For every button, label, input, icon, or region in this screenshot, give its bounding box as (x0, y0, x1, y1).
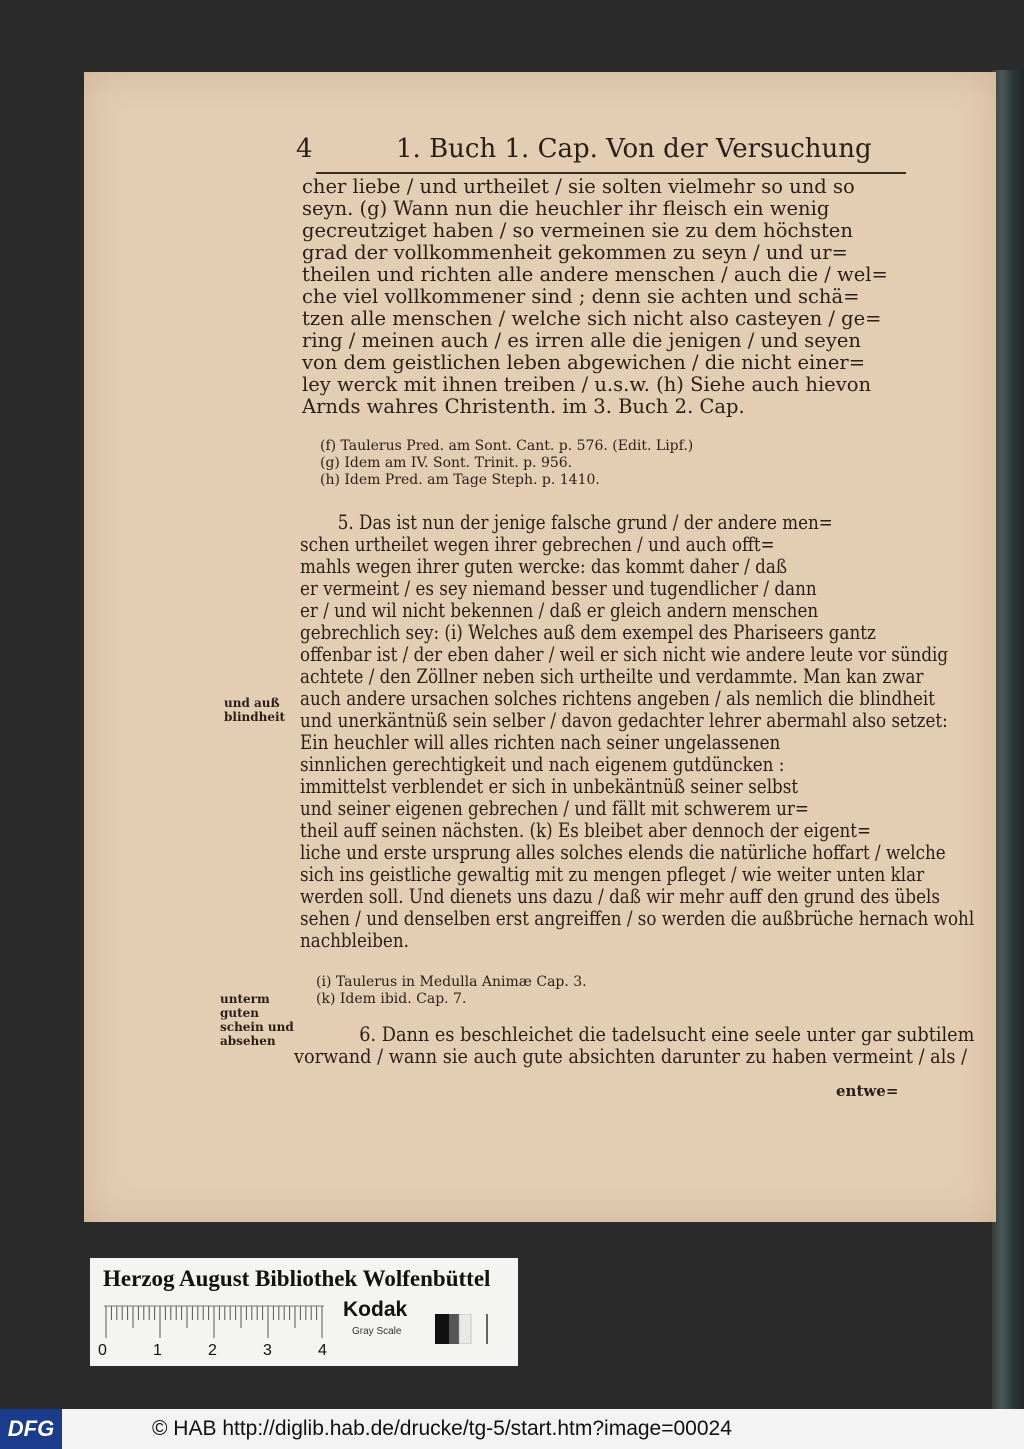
copyright-link[interactable]: © HAB http://diglib.hab.de/drucke/tg-5/start.htm?image=00024 (152, 1417, 732, 1440)
footnotes-block-2 (316, 974, 587, 1008)
footnote: (h) Idem Pred. am Tage Steph. p. 1410. (320, 472, 600, 488)
text-line: 6. Dann es beschleichet die tadelsucht eine seele unter gar subtilem (359, 1023, 975, 1046)
page-header (296, 134, 996, 170)
footnotes-block-1 (320, 438, 693, 489)
header-rule (316, 172, 906, 174)
text-line: offenbar ist / der eben daher / weil er sich nicht wie andere leute vor sündig (300, 643, 949, 666)
ruler (104, 1304, 324, 1340)
text-line: liche und erste ursprung alles solches elends die natürliche hoffart / welche (300, 841, 946, 864)
text-line: ley werck mit ihnen treiben / u.s.w. (h) Siehe auch hievon (302, 373, 872, 396)
text-line: sich ins geistliche gewaltig mit zu mengen pfleget / wie weiter unten klar (300, 863, 925, 886)
text-line: vorwand / wann sie auch gute absichten darunter zu haben vermeint / als / (294, 1045, 968, 1068)
margin-line: blindheit (224, 710, 286, 724)
text-line: immittelst verblendet er sich in unbekäntnüß seiner selbst (300, 775, 799, 798)
dfg-logo: DFG (0, 1409, 62, 1449)
text-line: seyn. (g) Wann nun die heuchler ihr fleisch ein wenig (302, 197, 830, 220)
margin-note-2 (220, 992, 294, 1048)
margin-line: und auß (224, 696, 280, 710)
text-line: mahls wegen ihrer guten wercke: das kommt daher / daß (300, 555, 788, 578)
text-line: 5. Das ist nun der jenige falsche grund / der andere men= (337, 511, 833, 534)
text-line: er vermeint / es sey niemand besser und tugendlicher / dann (300, 577, 817, 600)
ruler-number: 3 (263, 1342, 272, 1359)
ruler-number: 0 (98, 1342, 107, 1359)
paragraph-6 (294, 1024, 1024, 1068)
footnote: (k) Idem ibid. Cap. 7. (316, 991, 467, 1007)
catchword: entwe= (836, 1082, 899, 1100)
text-line: und unerkäntnüß sein selber / davon gedachter lehrer abermahl also setzet: (300, 709, 948, 732)
footnote: (g) Idem am IV. Sont. Trinit. p. 956. (320, 455, 573, 471)
margin-line: absehen (220, 1034, 276, 1048)
ruler-number: 1 (153, 1342, 162, 1359)
text-line: ring / meinen auch / es irren alle die jenigen / und seyen (302, 329, 861, 352)
text-line: gebrechlich sey: (i) Welches auß dem exempel des Phariseers gantz (300, 621, 876, 644)
ruler-number: 4 (318, 1342, 327, 1359)
text-line: nachbleiben. (300, 929, 409, 952)
text-line: auch andere ursachen solches richtens angeben / als nemlich die blindheit (300, 687, 935, 710)
footnote: (f) Taulerus Pred. am Sont. Cant. p. 576. (Edit. Lipf.) (320, 438, 694, 454)
institution-name: Herzog August Bibliothek Wolfenbüttel (103, 1266, 491, 1291)
text-line: sinnlichen gerechtigkeit und nach eigenem gutdüncken : (300, 753, 785, 776)
paragraph-top (302, 176, 888, 418)
text-line: werden soll. Und dienets uns dazu / daß wir mehr auff den grund des übels (300, 885, 940, 908)
text-line: cher liebe / und urtheilet / sie solten vielmehr so und so (302, 175, 855, 198)
kodak-logo: Kodak (343, 1298, 408, 1321)
text-line: achtete / den Zöllner neben sich urtheilte und verdammte. Man kan zwar (300, 665, 924, 688)
margin-note-1 (224, 696, 285, 724)
gray-scale-label: Gray Scale (352, 1326, 402, 1337)
footer-bar (0, 1409, 1024, 1449)
margin-line: guten (220, 1006, 260, 1020)
text-line: Ein heuchler will alles richten nach seiner ungelassenen (300, 731, 781, 754)
text-line: schen urtheilet wegen ihrer gebrechen / und auch offt= (300, 533, 775, 556)
text-line: von dem geistlichen leben abgewichen / die nicht einer= (302, 351, 866, 374)
library-label (90, 1258, 518, 1366)
running-title: 1. Buch 1. Cap. Von der Versuchung (396, 134, 872, 164)
page-number: 4 (296, 134, 313, 164)
text-line: gecreutziget haben / so vermeinen sie zu dem höchsten (302, 219, 853, 242)
text-line: Arnds wahres Christenth. im 3. Buch 2. Cap. (302, 395, 745, 418)
text-line: er / und wil nicht bekennen / daß er gleich andern menschen (300, 599, 819, 622)
text-line: grad der vollkommenheit gekommen zu seyn / und ur= (302, 241, 848, 264)
margin-line: schein und (220, 1020, 294, 1034)
ruler-numbers (98, 1342, 373, 1360)
footnote: (i) Taulerus in Medulla Animæ Cap. 3. (316, 974, 587, 990)
text-line: sehen / und denselben erst angreiffen / so werden die außbrüche hernach wohl (300, 907, 975, 930)
text-line: und seiner eigenen gebrechen / und fällt mit schwerem ur= (300, 797, 809, 820)
book-page (84, 72, 996, 1222)
paragraph-5 (300, 512, 1024, 952)
gray-swatches (435, 1314, 495, 1344)
ruler-number: 2 (208, 1342, 217, 1359)
text-line: che viel vollkommener sind ; denn sie achten und schä= (302, 285, 860, 308)
margin-line: unterm (220, 992, 270, 1006)
text-line: theil auff seinen nächsten. (k) Es bleibet aber dennoch der eigent= (300, 819, 872, 842)
text-line: tzen alle menschen / welche sich nicht also casteyen / ge= (302, 307, 882, 330)
text-line: theilen und richten alle andere menschen / auch die / wel= (302, 263, 888, 286)
